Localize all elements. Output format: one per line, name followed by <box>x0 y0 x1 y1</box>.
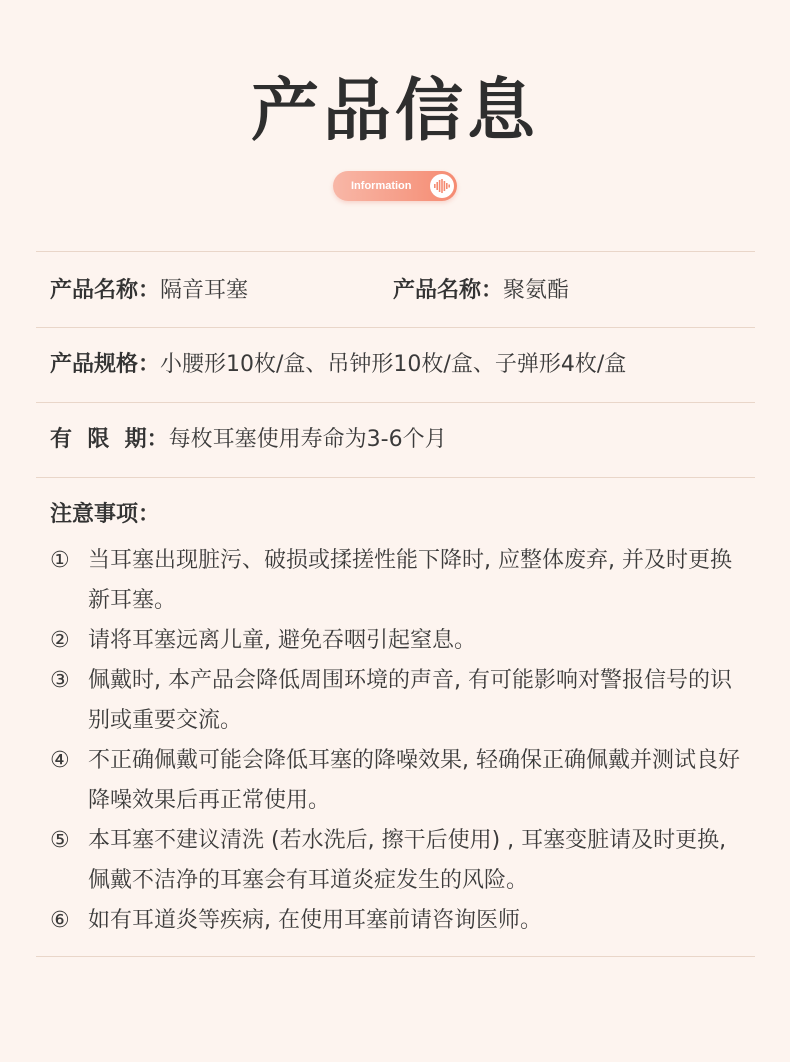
note-text: 不正确佩戴可能会降低耳塞的降噪效果, 轻确保正确佩戴并测试良好降噪效果后再正常使用。 <box>88 748 740 813</box>
list-item <box>50 661 750 741</box>
product-name-value: 隔音耳塞 <box>160 278 249 303</box>
note-number: ① <box>50 548 70 573</box>
note-text: 当耳塞出现脏污、破损或揉搓性能下降时, 应整体废弃, 并及时更换新耳塞。 <box>88 548 732 613</box>
sound-wave-icon <box>430 174 454 198</box>
validity-label: 有 限 期： <box>50 427 169 452</box>
divider <box>36 251 755 252</box>
validity-row <box>50 425 447 455</box>
page-title: 产品信息 <box>250 72 539 151</box>
note-number: ⑤ <box>50 828 70 853</box>
divider <box>36 402 755 403</box>
note-text: 如有耳道炎等疾病, 在使用耳塞前请咨询医师。 <box>88 908 542 933</box>
notes-list <box>50 541 750 941</box>
list-item <box>50 821 750 901</box>
validity-value: 每枚耳塞使用寿命为3-6个月 <box>168 427 447 452</box>
product-name-row <box>50 276 248 306</box>
badge-label: Information <box>351 180 412 192</box>
product-material-row <box>393 276 569 306</box>
note-number: ④ <box>50 748 70 773</box>
divider <box>36 956 755 957</box>
product-material-value: 聚氨酯 <box>503 278 570 303</box>
list-item <box>50 901 750 941</box>
note-number: ② <box>50 628 70 653</box>
note-text: 本耳塞不建议清洗 (若水洗后, 擦干后使用) , 耳塞变脏请及时更换, 佩戴不洁净的耳塞会有耳道炎症发生的风险。 <box>88 828 727 893</box>
product-material-label: 产品名称： <box>393 278 504 303</box>
product-spec-value: 小腰形10枚/盒、吊钟形10枚/盒、子弹形4枚/盒 <box>160 352 627 377</box>
note-text: 请将耳塞远离儿童, 避免吞咽引起窒息。 <box>88 628 476 653</box>
notes-heading: 注意事项： <box>50 502 161 527</box>
divider <box>36 477 755 478</box>
product-name-label: 产品名称： <box>50 278 161 303</box>
note-text: 佩戴时, 本产品会降低周围环境的声音, 有可能影响对警报信号的识别或重要交流。 <box>88 668 732 733</box>
list-item <box>50 741 750 821</box>
note-number: ⑥ <box>50 908 70 933</box>
list-item <box>50 541 750 621</box>
divider <box>36 327 755 328</box>
product-spec-label: 产品规格： <box>50 352 161 377</box>
list-item <box>50 621 750 661</box>
product-spec-row <box>50 350 626 380</box>
note-number: ③ <box>50 668 70 693</box>
information-badge <box>333 171 457 201</box>
